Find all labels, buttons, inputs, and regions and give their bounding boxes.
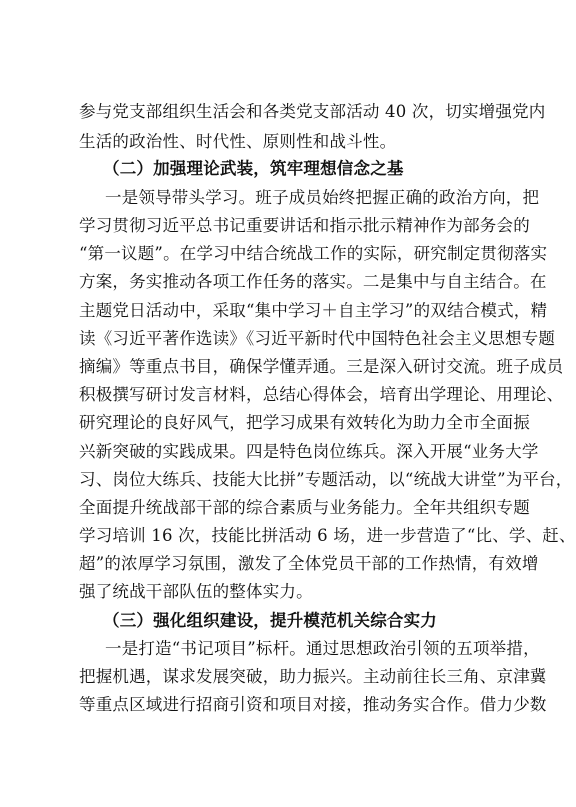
paragraph-line: 读《习近平著作选读》《习近平新时代中国特色社会主义思想专题 <box>79 329 556 348</box>
paragraph-line: 全面提升统战部干部的综合素质与业务能力。全年共组织专题 <box>79 498 530 517</box>
section-heading: （三）强化组织建设，提升模范机关综合实力 <box>103 611 437 630</box>
paragraph-line: 学习培训 16 次，技能比拼活动 6 场，进一步营造了“比、学、赶、 <box>79 526 576 545</box>
paragraph-line: 摘编》等重点书目，确保学懂弄通。三是深入研讨交流。班子成员 <box>79 357 564 376</box>
paragraph-line: 学习贯彻习近平总书记重要讲话和指示批示精神作为部务会的 <box>79 216 530 235</box>
paragraph-line: 等重点区域进行招商引资和项目对接，推动务实合作。借力少数 <box>79 695 547 714</box>
paragraph-line: 把握机遇，谋求发展突破，助力振兴。主动前往长三角、京津冀 <box>79 667 547 686</box>
paragraph-line: 强了统战干部队伍的整体实力。 <box>79 582 313 601</box>
paragraph-line: 习、岗位大练兵、技能大比拼”专题活动，以“统战大讲堂”为平台， <box>79 470 573 489</box>
paragraph-line: 方案，务实推动各项工作任务的落实。二是集中与自主结合。在 <box>79 272 547 291</box>
paragraph-line: 一是打造“书记项目”标杆。通过思想政治引领的五项举措， <box>105 639 540 658</box>
paragraph-line: 积极撰写研讨发言材料，总结心得体会，培育出学理论、用理论、 <box>79 385 564 404</box>
paragraph-line: 超”的浓厚学习氛围，激发了全体党员干部的工作热情，有效增 <box>79 554 539 573</box>
paragraph-line: 主题党日活动中，采取“集中学习＋自主学习”的双结合模式，精 <box>79 301 548 320</box>
paragraph-line: “第一议题”。在学习中结合统战工作的实际，研究制定贯彻落实 <box>79 244 548 263</box>
paragraph-line: 兴新突破的实践成果。四是特色岗位练兵。深入开展“业务大学 <box>79 442 539 461</box>
paragraph-line: 研究理论的良好风气，把学习成果有效转化为助力全市全面振 <box>79 413 530 432</box>
paragraph-line: 一是领导带头学习。班子成员始终把握正确的政治方向，把 <box>105 188 540 207</box>
paragraph-line: 参与党支部组织生活会和各类党支部活动 40 次，切实增强党内 <box>79 102 546 121</box>
paragraph-line: 生活的政治性、时代性、原则性和战斗性。 <box>79 132 397 151</box>
section-heading: （二）加强理论武装，筑牢理想信念之基 <box>103 159 404 178</box>
